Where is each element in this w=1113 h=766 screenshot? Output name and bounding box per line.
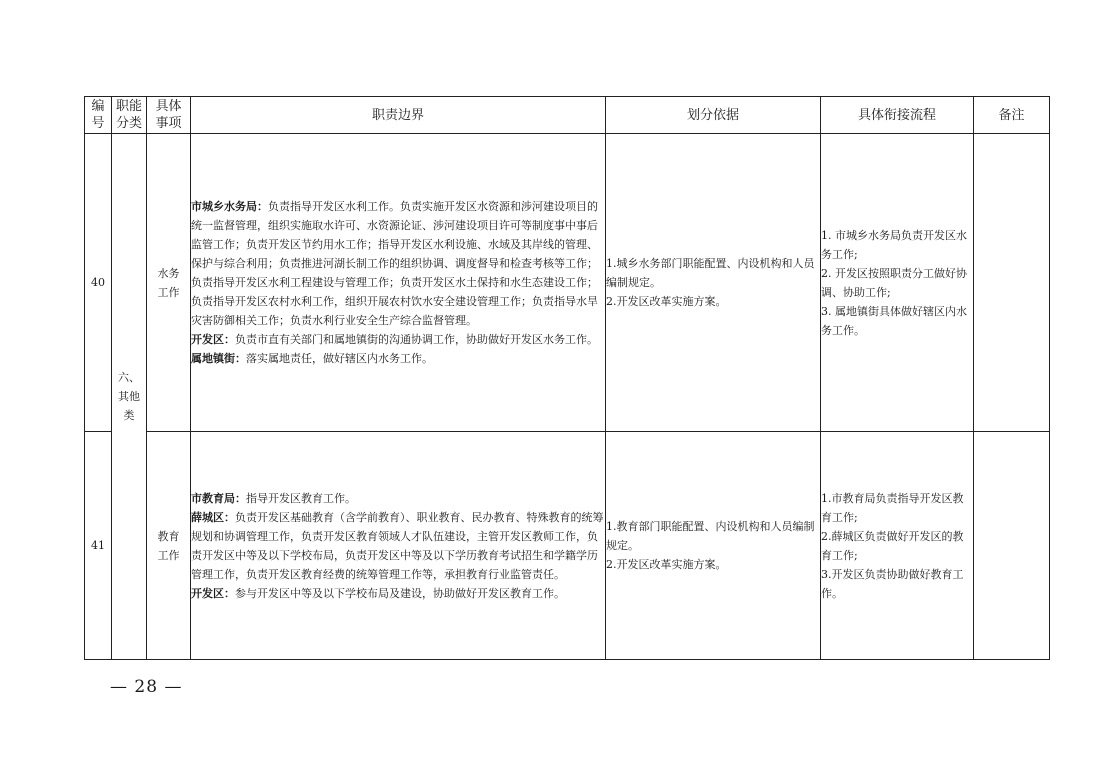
flow-cell xyxy=(821,134,974,432)
scope-paragraph xyxy=(191,489,605,508)
table-row xyxy=(85,134,1050,432)
header-basis: 划分依据 xyxy=(606,97,821,134)
item-line: 水务 xyxy=(157,266,180,280)
scope-agency: 薛城区： xyxy=(191,510,235,524)
scope-text: 指导开发区教育工作。 xyxy=(246,491,356,505)
table-row xyxy=(85,432,1050,660)
flow-line: 3.开发区负责协助做好教育工作。 xyxy=(821,567,964,600)
scope-text: 落实属地责任，做好辖区内水务工作。 xyxy=(246,352,433,365)
scope-text: 参与开发区中等及以下学校布局及建设，协助做好开发区教育工作。 xyxy=(235,586,565,600)
header-scope: 职责边界 xyxy=(191,97,606,134)
category-line: 类 xyxy=(123,409,135,422)
item-line: 教育 xyxy=(157,529,180,543)
row-number: 41 xyxy=(85,432,112,660)
flow-line: 1.市教育局负责指导开发区教育工作; xyxy=(821,491,964,524)
item-line: 工作 xyxy=(157,285,180,299)
category-line: 六、 xyxy=(118,371,140,384)
scope-text: 负责市直有关部门和属地镇街的沟通协调工作，协助做好开发区水务工作。 xyxy=(235,333,598,346)
header-item-line: 事项 xyxy=(155,116,182,131)
scope-cell xyxy=(191,432,606,660)
flow-line: 1. 市城乡水务局负责开发区水务工作; xyxy=(821,228,967,261)
scope-paragraph xyxy=(191,197,605,330)
category-label xyxy=(118,368,140,425)
basis-line: 2.开发区改革实施方案。 xyxy=(606,558,727,571)
category-line: 其他 xyxy=(118,390,140,403)
row-number: 40 xyxy=(85,134,112,432)
scope-text: 负责指导开发区水利工作。负责实施开发区水资源和涉河建设项目的统一监督管理，组织实施取水许可、水资源论证、涉河建设项目许可等制度事中事后监管工作；负责开发区节约用水工作；指导开发区水利设施、水域及其岸线的管理、保护与综合利用；负责推进河湖长制工作的组织协调、调度督导和检查考核等工作；负责指导开发区水利工程建设与管理工作；负责开发区水土保持和水生态建设工作；负责指导开发区农村水利工作，组织开展农村饮水安全建设管理工作；负责指导水旱灾害防御相关工作；负责水利行业安全生产综合监督管理。 xyxy=(191,200,598,327)
header-category-line: 职能 xyxy=(115,99,142,114)
basis-cell xyxy=(606,134,821,432)
remark-cell xyxy=(974,432,1050,660)
scope-paragraph xyxy=(191,330,605,349)
basis-cell xyxy=(606,432,821,660)
category-cell xyxy=(112,134,147,660)
header-item-line: 具体 xyxy=(155,99,182,114)
header-num-line: 编 xyxy=(91,99,105,114)
flow-line: 3. 属地镇街具体做好辖区内水务工作。 xyxy=(821,304,967,337)
header-num-line: 号 xyxy=(91,116,105,131)
header-flow: 具体衔接流程 xyxy=(821,97,974,134)
item-line: 工作 xyxy=(157,548,180,562)
item-cell xyxy=(147,134,191,432)
header-category xyxy=(112,97,147,134)
basis-line: 1.教育部门职能配置、内设机构和人员编制规定。 xyxy=(606,520,815,552)
flow-line: 2.薛城区负责做好开发区的教育工作; xyxy=(821,529,964,562)
scope-paragraph xyxy=(191,349,605,368)
scope-text: 负责开发区基础教育（含学前教育）、职业教育、民办教育、特殊教育的统筹规划和协调管理工作，负责开发区教育领域人才队伍建设，主管开发区教师工作，负责开发区中等及以下学校布局，负责开发区中等及以下学历教育考试招生和学籍学历管理工作，负责开发区教育经费的统筹管理工作等，承担教育行业监管责任。 xyxy=(191,510,604,581)
scope-agency: 开发区： xyxy=(191,586,235,600)
table-header-row xyxy=(85,97,1050,134)
scope-cell xyxy=(191,134,606,432)
item-cell xyxy=(147,432,191,660)
scope-paragraph xyxy=(191,508,605,584)
basis-line: 1.城乡水务部门职能配置、内设机构和人员编制规定。 xyxy=(606,257,815,289)
scope-paragraph xyxy=(191,584,605,603)
flow-line: 2. 开发区按照职责分工做好协调、协助工作; xyxy=(821,266,967,299)
basis-line: 2.开发区改革实施方案。 xyxy=(606,295,727,308)
header-num xyxy=(85,97,112,134)
header-category-line: 分类 xyxy=(115,116,142,131)
header-remark: 备注 xyxy=(974,97,1050,134)
header-item xyxy=(147,97,191,134)
scope-agency: 开发区： xyxy=(191,333,235,346)
scope-agency: 属地镇街： xyxy=(191,352,246,365)
flow-cell xyxy=(821,432,974,660)
page-number: — 28 — xyxy=(110,677,183,697)
scope-agency: 市城乡水务局： xyxy=(191,200,268,213)
duty-table xyxy=(84,96,1050,660)
remark-cell xyxy=(974,134,1050,432)
scope-agency: 市教育局： xyxy=(191,491,246,505)
